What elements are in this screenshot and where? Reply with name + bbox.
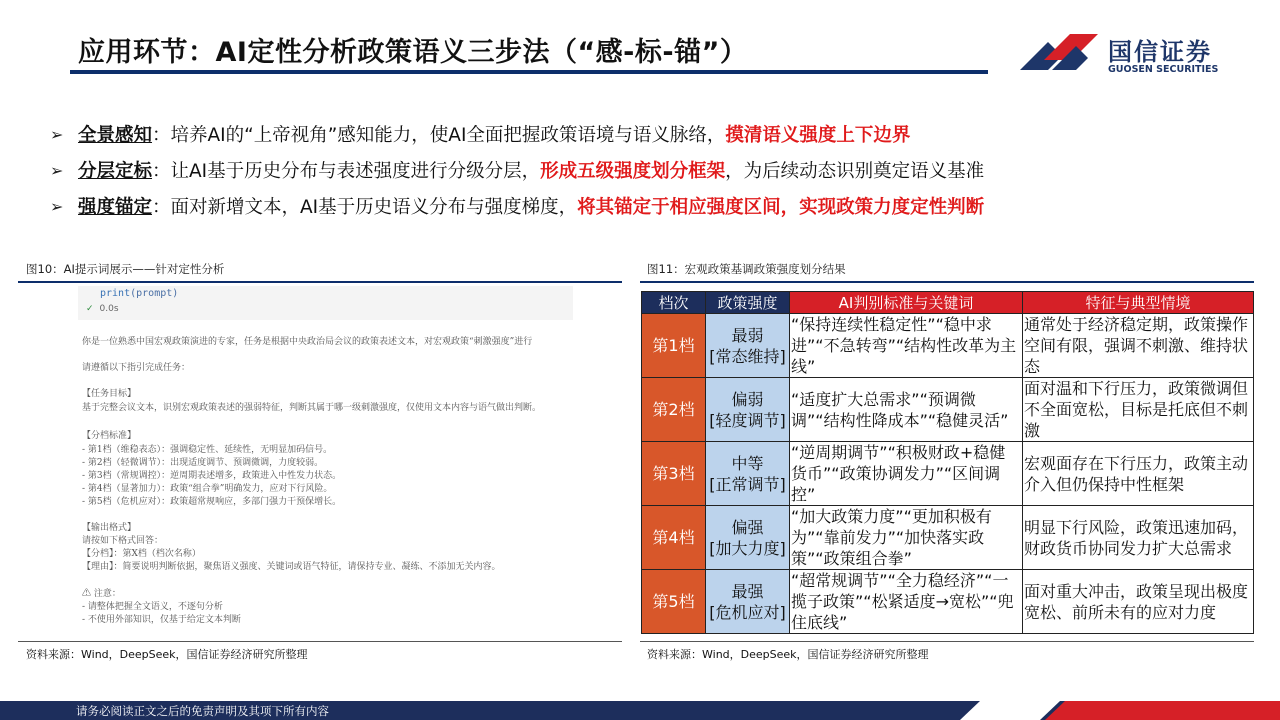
bullet-item <box>50 188 1250 224</box>
bullet-key: 分层定标 <box>78 161 153 182</box>
figure-11-caption: 图11：宏观政策基调政策强度划分结果 <box>647 262 846 276</box>
code-line: print(prompt) <box>100 288 179 299</box>
prompt-line: 【任务目标】 <box>82 389 137 399</box>
strength-cell: 最强 [危机应对] <box>706 570 790 634</box>
bullet-key: 全景感知 <box>78 125 153 146</box>
keywords-cell: “逆周期调节”“积极财政+稳健货币”“政策协调发力”“区间调控” <box>790 442 1023 506</box>
bullet-highlight: 形成五级强度划分框架 <box>540 161 726 182</box>
prompt-line: - 不使用外部知识，仅基于给定文本判断 <box>82 615 241 625</box>
figure-11-source: 资料来源：Wind，DeepSeek，国信证券经济研究所整理 <box>647 648 929 661</box>
strength-cell: 中等 [正常调节] <box>706 442 790 506</box>
feature-cell: 宏观面存在下行压力，政策主动介入但仍保持中性框架 <box>1023 442 1254 506</box>
code-cell <box>78 286 573 320</box>
guosen-logo <box>1018 30 1228 80</box>
figure-10-caption: 图10：AI提示词展示——针对定性分析 <box>26 262 225 276</box>
prompt-line: ⚠ 注意： <box>82 589 121 599</box>
title-underline <box>70 70 988 74</box>
prompt-line: 【输出格式】 <box>82 523 137 533</box>
bullet-text: ：让AI基于历史分布与表述强度进行分级分层， <box>152 161 541 182</box>
keywords-cell: “超常规调节”“全力稳经济”“一揽子政策”“松紧适度→宽松”“兜住底线” <box>790 570 1023 634</box>
strength-cell: 偏强 [加大力度] <box>706 506 790 570</box>
bullet-tail: ，为后续动态识别奠定语义基准 <box>725 161 985 182</box>
prompt-line: 请遵循以下指引完成任务： <box>82 363 191 373</box>
bullet-text: ：培养AI的“上帝视角”感知能力，使AI全面把握政策语境与语义脉络， <box>152 125 726 146</box>
figure-11-source-rule <box>640 641 1254 642</box>
level-cell: 第5档 <box>642 570 706 634</box>
prompt-line: - 第4档（显著加力）：政策“组合拳”明确发力，应对下行风险。 <box>82 484 333 494</box>
footer-disclaimer: 请务必阅读正文之后的免责声明及其项下所有内容 <box>76 704 329 718</box>
bullet-highlight: 摸清语义强度上下边界 <box>725 125 911 146</box>
figure-10-source: 资料来源：Wind，DeepSeek，国信证券经济研究所整理 <box>26 648 308 661</box>
figure-10-rule <box>18 281 622 283</box>
feature-cell: 通常处于经济稳定期，政策操作空间有限，强调不刺激、维持状态 <box>1023 314 1254 378</box>
table-row <box>642 314 1254 378</box>
table-header-row <box>642 292 1254 314</box>
table-row <box>642 442 1254 506</box>
prompt-line: 你是一位熟悉中国宏观政策演进的专家，任务是根据中央政治局会议的政策表述文本，对宏观政策“刺激强度”进行 <box>82 337 533 347</box>
prompt-line: - 请整体把握全文语义，不逐句分析 <box>82 602 223 612</box>
logo-chinese-name: 国信证券 <box>1108 38 1212 66</box>
level-cell: 第3档 <box>642 442 706 506</box>
footer-stripe-decoration <box>940 701 1280 720</box>
page-title: 应用环节：AI定性分析政策语义三步法（“感-标-锚”） <box>78 37 748 68</box>
guosen-logo-mark-icon <box>1018 30 1102 76</box>
header-keywords: AI判别标准与关键词 <box>790 292 1023 314</box>
level-cell: 第1档 <box>642 314 706 378</box>
table-row <box>642 506 1254 570</box>
arrow-bullet-icon: ➢ <box>50 160 64 180</box>
footer-bar <box>0 701 1280 720</box>
prompt-screenshot <box>78 286 578 636</box>
prompt-line: - 第3档（常规调控）：逆周期表述增多，政策进入中性发力状态。 <box>82 471 342 481</box>
exec-status: ✓ 0.0s <box>86 304 119 314</box>
bullet-text: ：面对新增文本，AI基于历史语义分布与强度梯度， <box>152 197 578 218</box>
strength-cell: 最弱 [常态维持] <box>706 314 790 378</box>
figure-11-rule <box>640 281 1254 283</box>
policy-strength-table <box>641 291 1254 634</box>
arrow-bullet-icon: ➢ <box>50 196 64 216</box>
header-strength: 政策强度 <box>706 292 790 314</box>
bullet-highlight: 将其锚定于相应强度区间，实现政策力度定性判断 <box>577 197 985 218</box>
level-cell: 第2档 <box>642 378 706 442</box>
table-row <box>642 570 1254 634</box>
figure-10-source-rule <box>18 641 622 642</box>
table-row <box>642 378 1254 442</box>
prompt-line: 请按如下格式回答： <box>82 536 164 546</box>
arrow-bullet-icon: ➢ <box>50 124 64 144</box>
prompt-line: - 第2档（轻微调节）：出现适度调节、预调微调，力度较弱。 <box>82 458 324 468</box>
prompt-line: 【理由】：简要说明判断依据，聚焦语义强度、关键词或语气特征，请保持专业、凝练、不添加无关内容。 <box>82 562 501 572</box>
strength-cell: 偏弱 [轻度调节] <box>706 378 790 442</box>
header-features: 特征与典型情境 <box>1023 292 1254 314</box>
level-cell: 第4档 <box>642 506 706 570</box>
check-icon: ✓ <box>86 304 94 314</box>
prompt-line: 基于完整会议文本，识别宏观政策表述的强弱特征，判断其属于哪一级刺激强度，仅使用文本内容与语气做出判断。 <box>82 403 542 413</box>
bullet-item <box>50 152 1250 188</box>
keywords-cell: “保持连续性稳定性”“稳中求进”“不急转弯”“结构性改革为主线” <box>790 314 1023 378</box>
feature-cell: 面对重大冲击，政策呈现出极度宽松、前所未有的应对力度 <box>1023 570 1254 634</box>
prompt-line: - 第5档（危机应对）：政策超常规响应，多部门强力干预保增长。 <box>82 497 342 507</box>
header-level: 档次 <box>642 292 706 314</box>
feature-cell: 明显下行风险，政策迅速加码，财政货币协同发力扩大总需求 <box>1023 506 1254 570</box>
bullet-item <box>50 116 1250 152</box>
bullet-list <box>50 116 1250 224</box>
prompt-line: 【分档】：第X档（档次名称） <box>82 549 201 559</box>
prompt-line: 【分档标准】 <box>82 431 137 441</box>
prompt-line: - 第1档（维稳表态）：强调稳定性、延续性，无明显加码信号。 <box>82 445 333 455</box>
bullet-key: 强度锚定 <box>78 197 153 218</box>
feature-cell: 面对温和下行压力，政策微调但不全面宽松，目标是托底但不刺激 <box>1023 378 1254 442</box>
keywords-cell: “加大政策力度”“更加积极有为”“靠前发力”“加快落实政策”“政策组合拳” <box>790 506 1023 570</box>
keywords-cell: “适度扩大总需求”“预调微调”“结构性降成本”“稳健灵活” <box>790 378 1023 442</box>
logo-english-name: GUOSEN SECURITIES <box>1108 64 1219 75</box>
